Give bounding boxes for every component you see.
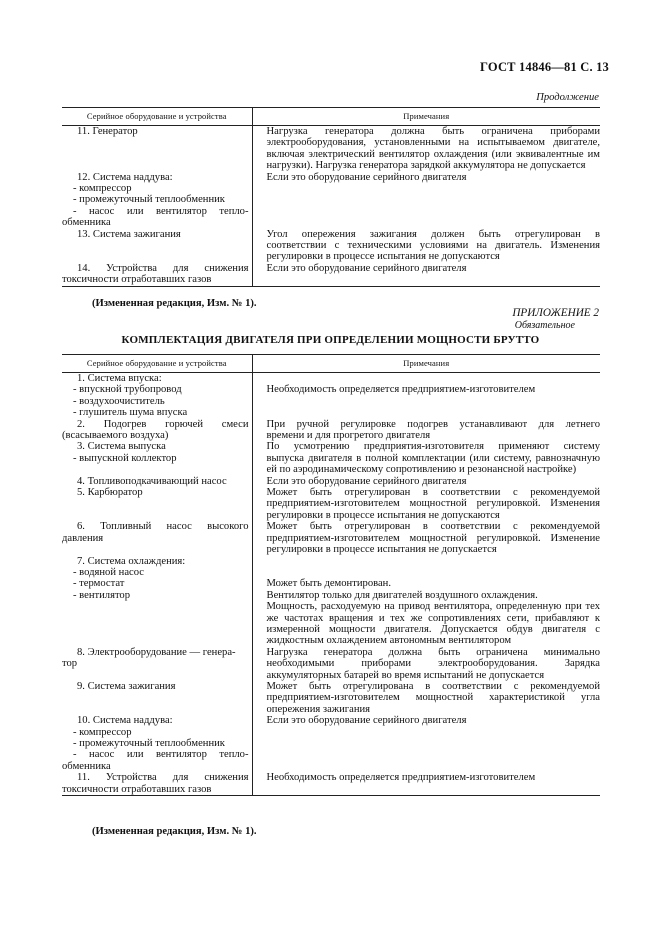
- note-line: Мощность, расходуемую на привод вентилятора, определенную при тех: [266, 601, 600, 613]
- note-line: Нагрузка генератора должна быть ограничена приборами: [266, 126, 600, 137]
- table-row: [62, 172, 600, 229]
- table-row: [62, 681, 600, 715]
- note-line: ей по аэродинамическому сопротивлению и резонансной настройке): [266, 464, 577, 476]
- note-line: Может быть отрегулирован в соответствии с рекомендуемой: [266, 521, 600, 533]
- equipment-item-title: 11. Устройства для снижения: [77, 772, 249, 784]
- equipment-item-title: 4. Топливоподкачивающий насос: [77, 475, 227, 487]
- equipment-subitem: - промежуточный теплообменник: [73, 194, 225, 206]
- equipment-cell: [62, 373, 252, 419]
- table-row: [62, 263, 600, 286]
- note-line: соответствии с техническими условиями на двигатель. Изменения: [266, 240, 600, 252]
- note-line: Нагрузка генератора должна быть ограничена минимально: [266, 646, 600, 658]
- note-line: выпуска двигателя в полной комплектации (или систему, равнозначную: [266, 452, 600, 464]
- continuation-label: Продолжение: [536, 92, 599, 103]
- note-cell: [252, 521, 600, 555]
- note-line: [267, 556, 601, 567]
- equipment-subitem: (всасываемого воздуха): [62, 430, 169, 442]
- equipment-cell: [62, 172, 252, 229]
- equipment-subitem: - насос или вентилятор тепло-: [73, 205, 249, 217]
- equipment-cell: [62, 647, 252, 681]
- table-row: [62, 126, 600, 172]
- note-line: регулировки в процессе испытания не допускаются: [266, 251, 500, 263]
- equipment-subitem: - компрессор: [73, 726, 132, 738]
- column-header-equipment: Серийное оборудование и устройства: [62, 108, 252, 126]
- table-row: [62, 419, 600, 442]
- equipment-subitem: обменника: [62, 760, 111, 772]
- equipment-cell: [62, 441, 252, 475]
- note-line: предприятием-изготовителем мощностной характеристикой угла: [266, 692, 600, 704]
- amendment-note-1: (Измененная редакция, Изм. № 1).: [92, 298, 257, 309]
- table-row: [62, 476, 600, 487]
- equipment-cell: [62, 229, 252, 263]
- note-cell: [252, 487, 600, 521]
- equipment-item-title: 5. Карбюратор: [77, 487, 143, 499]
- note-cell: [252, 715, 600, 772]
- note-line: Угол опережения зажигания должен быть отрегулирован в: [266, 228, 600, 240]
- equipment-subitem: - промежуточный теплообменник: [73, 738, 225, 749]
- equipment-cell: [62, 419, 252, 442]
- note-line: Может быть демонтирован.: [266, 578, 392, 590]
- equipment-item-title: 12. Система наддува:: [77, 171, 173, 183]
- note-line: аккумуляторных батарей во время испытаний не допускается: [266, 669, 545, 681]
- equipment-subitem: - воздухоочиститель: [73, 395, 165, 407]
- note-cell: [252, 681, 600, 715]
- appendix-status: Обязательное: [514, 320, 575, 331]
- table-row: [62, 373, 600, 419]
- equipment-cell: [62, 487, 252, 521]
- note-cell: [252, 441, 600, 475]
- note-cell: [252, 556, 600, 647]
- equipment-item-title: 8. Электрооборудование — генера-: [77, 646, 236, 658]
- table-row: [62, 487, 600, 521]
- note-line: По усмотрению предприятия-изготовителя применяют систему: [266, 441, 600, 453]
- note-line: [267, 373, 601, 384]
- equipment-cell: [62, 126, 252, 172]
- equipment-cell: [62, 556, 252, 647]
- note-line: регулировки в процессе испытания не допускается: [266, 544, 497, 556]
- table-row: [62, 521, 600, 555]
- note-line: же частотах вращения и тех же сопротивлениях сети, прибавляют к: [266, 612, 600, 624]
- amendment-note-2: (Измененная редакция, Изм. № 1).: [92, 826, 257, 837]
- table-row: [62, 556, 600, 647]
- equipment-item-title: 9. Система зажигания: [77, 680, 176, 692]
- equipment-subitem: - термостат: [73, 578, 125, 590]
- equipment-item-title: 2. Подогрев горючей смеси: [77, 418, 249, 430]
- equipment-cell: [62, 681, 252, 715]
- table-row: [62, 441, 600, 475]
- note-cell: [252, 229, 600, 263]
- note-line: Может быть отрегулирован в соответствии с рекомендуемой: [266, 487, 600, 499]
- equipment-subitem: - впускной трубопровод: [73, 384, 182, 396]
- note-line: измеренной мощности двигателя. Допускается обдув двигателя с: [266, 623, 600, 635]
- equipment-subitem: - насос или вентилятор тепло-: [73, 749, 249, 761]
- equipment-subitem: токсичности отработавших газов: [62, 783, 212, 795]
- note-line: Необходимость определяется предприятием-изготовителем: [266, 772, 536, 784]
- note-cell: [252, 172, 600, 229]
- equipment-subitem: токсичности отработавших газов: [62, 274, 212, 286]
- equipment-item-title: 7. Система охлаждения:: [77, 555, 186, 567]
- note-line: Если это оборудование серийного двигателя: [266, 715, 467, 727]
- equipment-item-title: 10. Система наддува:: [77, 715, 173, 727]
- note-line: [267, 567, 601, 578]
- note-cell: [252, 419, 600, 442]
- equipment-subitem: - водяной насос: [73, 566, 144, 578]
- equipment-subitem: - выпускной коллектор: [73, 452, 177, 464]
- column-header-equipment: Серийное оборудование и устройства: [62, 355, 252, 373]
- note-cell: [252, 772, 600, 795]
- equipment-cell: [62, 263, 252, 286]
- note-cell: [252, 373, 600, 419]
- note-line: Вентилятор только для двигателей воздушного охлаждения.: [266, 589, 538, 601]
- appendix-title: КОМПЛЕКТАЦИЯ ДВИГАТЕЛЯ ПРИ ОПРЕДЕЛЕНИИ МОЩНОСТИ БРУТТО: [121, 334, 540, 346]
- table-continuation: [62, 107, 600, 287]
- equipment-cell: [62, 715, 252, 772]
- table-row: [62, 647, 600, 681]
- note-line: нагрузки). Нагрузка генератора зарядкой аккумулятора не допускается: [266, 160, 586, 172]
- note-line: предприятием-изготовителем мощностной регулировкой. Изменение: [266, 532, 600, 544]
- note-line: Если это оборудование серийного двигателя: [266, 262, 467, 274]
- table-row: [62, 715, 600, 772]
- equipment-subitem: обменника: [62, 217, 111, 229]
- equipment-cell: [62, 521, 252, 555]
- column-header-notes: Примечания: [252, 355, 600, 373]
- note-cell: [252, 126, 600, 172]
- equipment-subitem: - компрессор: [73, 183, 132, 195]
- note-line: Если это оборудование серийного двигателя: [266, 475, 467, 487]
- note-cell: [252, 476, 600, 487]
- table-row: [62, 772, 600, 795]
- note-line: предприятием-изготовителем мощностной регулировкой. Изменения: [266, 498, 600, 510]
- equipment-subitem: - глушитель шума впуска: [73, 407, 188, 419]
- note-line: электрооборудования, установленными на испытываемом двигателе,: [266, 137, 600, 149]
- table-row: [62, 229, 600, 263]
- note-line: времени и для прогретого двигателя: [266, 430, 431, 442]
- equipment-item-title: 13. Система зажигания: [77, 228, 181, 240]
- note-cell: [252, 263, 600, 286]
- note-line: Может быть отрегулирована в соответствии с рекомендуемой: [266, 680, 600, 692]
- note-line: Если это оборудование серийного двигателя: [266, 171, 467, 183]
- column-header-notes: Примечания: [252, 108, 600, 126]
- equipment-item-title: 6. Топливный насос высокого: [77, 521, 249, 533]
- note-line: жидкостным охлаждением автономным вентилятором: [266, 635, 512, 647]
- equipment-item-title: 14. Устройства для снижения: [77, 262, 249, 274]
- note-line: опережения зажигания: [266, 703, 371, 715]
- note-line: При ручной регулировке подогрев устанавливают для летнего: [266, 418, 600, 430]
- note-line: включая электрический вентилятор охлаждения (или эквивалентные им: [266, 148, 600, 160]
- equipment-subitem: давления: [62, 532, 104, 544]
- table-appendix-2: [62, 354, 600, 796]
- equipment-subitem: - вентилятор: [73, 589, 131, 601]
- equipment-item-title: 3. Система выпуска: [77, 441, 166, 453]
- note-line: Необходимость определяется предприятием-изготовителем: [266, 384, 536, 396]
- equipment-item-title: 11. Генератор: [77, 126, 138, 137]
- page-title: ГОСТ 14846—81 С. 13: [480, 60, 609, 74]
- equipment-subitem: тор: [62, 658, 78, 670]
- equipment-cell: [62, 476, 252, 487]
- note-line: регулировки в процессе испытания не допускаются: [266, 509, 500, 521]
- note-cell: [252, 647, 600, 681]
- appendix-label: ПРИЛОЖЕНИЕ 2: [512, 307, 599, 319]
- equipment-cell: [62, 772, 252, 795]
- equipment-item-title: 1. Система впуска:: [77, 373, 162, 384]
- note-line: необходимыми приборами электрооборудования. Зарядка: [266, 658, 600, 670]
